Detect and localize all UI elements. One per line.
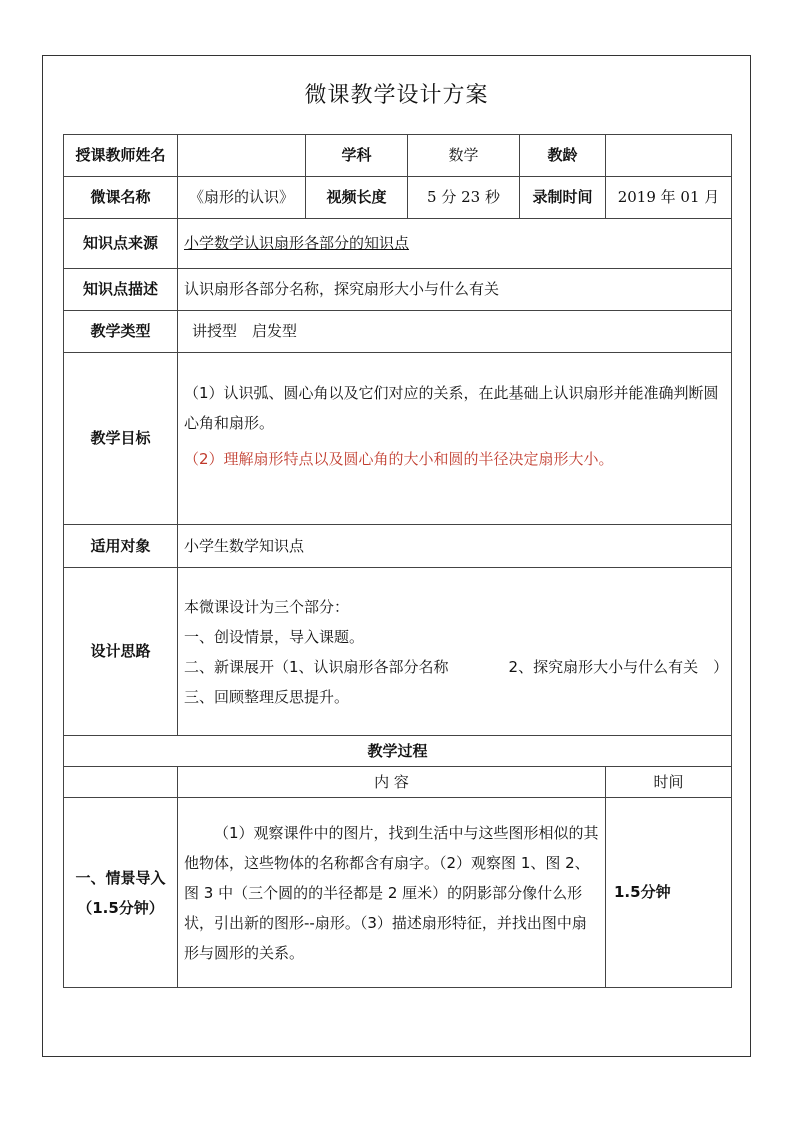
process-header: 教学过程 <box>64 736 732 767</box>
duration-value: 5 分 23 秒 <box>408 177 520 219</box>
process-row <box>64 798 732 988</box>
row-description <box>64 269 732 311</box>
teacher-value <box>178 135 306 177</box>
audience-value: 小学生数学知识点 <box>178 525 732 568</box>
row-source <box>64 219 732 269</box>
objectives-label: 教学目标 <box>64 353 178 525</box>
process-stage-duration: （1.5分钟） <box>77 898 164 917</box>
duration-label: 视频长度 <box>306 177 408 219</box>
course-label: 微课名称 <box>64 177 178 219</box>
seniority-label: 教龄 <box>520 135 606 177</box>
design-line-1: 本微课设计为三个部分： <box>184 597 350 616</box>
process-content-column-header: 内 容 <box>178 767 606 798</box>
document-title: 微课教学设计方案 <box>304 83 489 108</box>
row-objectives <box>64 353 732 525</box>
row-audience <box>64 525 732 568</box>
teacher-label: 授课教师姓名 <box>64 135 178 177</box>
course-value: 《扇形的认识》 <box>178 177 306 219</box>
description-label: 知识点描述 <box>64 269 178 311</box>
teaching-type-label: 教学类型 <box>64 311 178 353</box>
row-process-columns <box>64 767 732 798</box>
lesson-plan-table <box>63 134 732 988</box>
process-time-column-header: 时间 <box>606 767 732 798</box>
row-course <box>64 177 732 219</box>
source-value: 小学数学认识扇形各部分的知识点 <box>184 234 410 253</box>
process-time: 1.5分钟 <box>606 798 732 988</box>
design-label: 设计思路 <box>64 568 178 736</box>
audience-label: 适用对象 <box>64 525 178 568</box>
description-value: 认识扇形各部分名称，探究扇形大小与什么有关 <box>178 269 732 311</box>
subject-value: 数学 <box>408 135 520 177</box>
objective-item-2: （2）理解扇形特点以及圆心角的大小和圆的半径决定扇形大小。 <box>184 449 614 468</box>
seniority-value <box>606 135 732 177</box>
design-line-2: 一、创设情景，导入课题。 <box>184 627 365 646</box>
row-teacher <box>64 135 732 177</box>
process-stage: 一、情景导入 <box>75 868 166 887</box>
record-value: 2019 年 01 月 <box>606 177 732 219</box>
record-label: 录制时间 <box>520 177 606 219</box>
row-design <box>64 568 732 736</box>
subject-label: 学科 <box>306 135 408 177</box>
teaching-type-value: 讲授型 启发型 <box>178 311 732 353</box>
process-stage-column-header <box>64 767 178 798</box>
row-teaching-type <box>64 311 732 353</box>
design-line-3: 二、新课展开（1、认识扇形各部分名称 2、探究扇形大小与什么有关 ）三、回顾整理反思提升。 <box>184 657 721 706</box>
process-content: （1）观察课件中的图片，找到生活中与这些图形相似的其他物体，这些物体的名称都含有扇字。（2）观察图 1、图 2、图 3 中（三个圆的的半径都是 2 厘米）的阴影部分像什么形状，引出新的图形--扇形。（3）描述扇形特征，并找出图中扇形与圆形的关系。 <box>184 823 599 962</box>
objective-item-1: （1）认识弧、圆心角以及它们对应的关系，在此基础上认识扇形并能准确判断圆心角和扇形。 <box>184 383 719 432</box>
row-process-header <box>64 736 732 767</box>
source-label: 知识点来源 <box>64 219 178 269</box>
